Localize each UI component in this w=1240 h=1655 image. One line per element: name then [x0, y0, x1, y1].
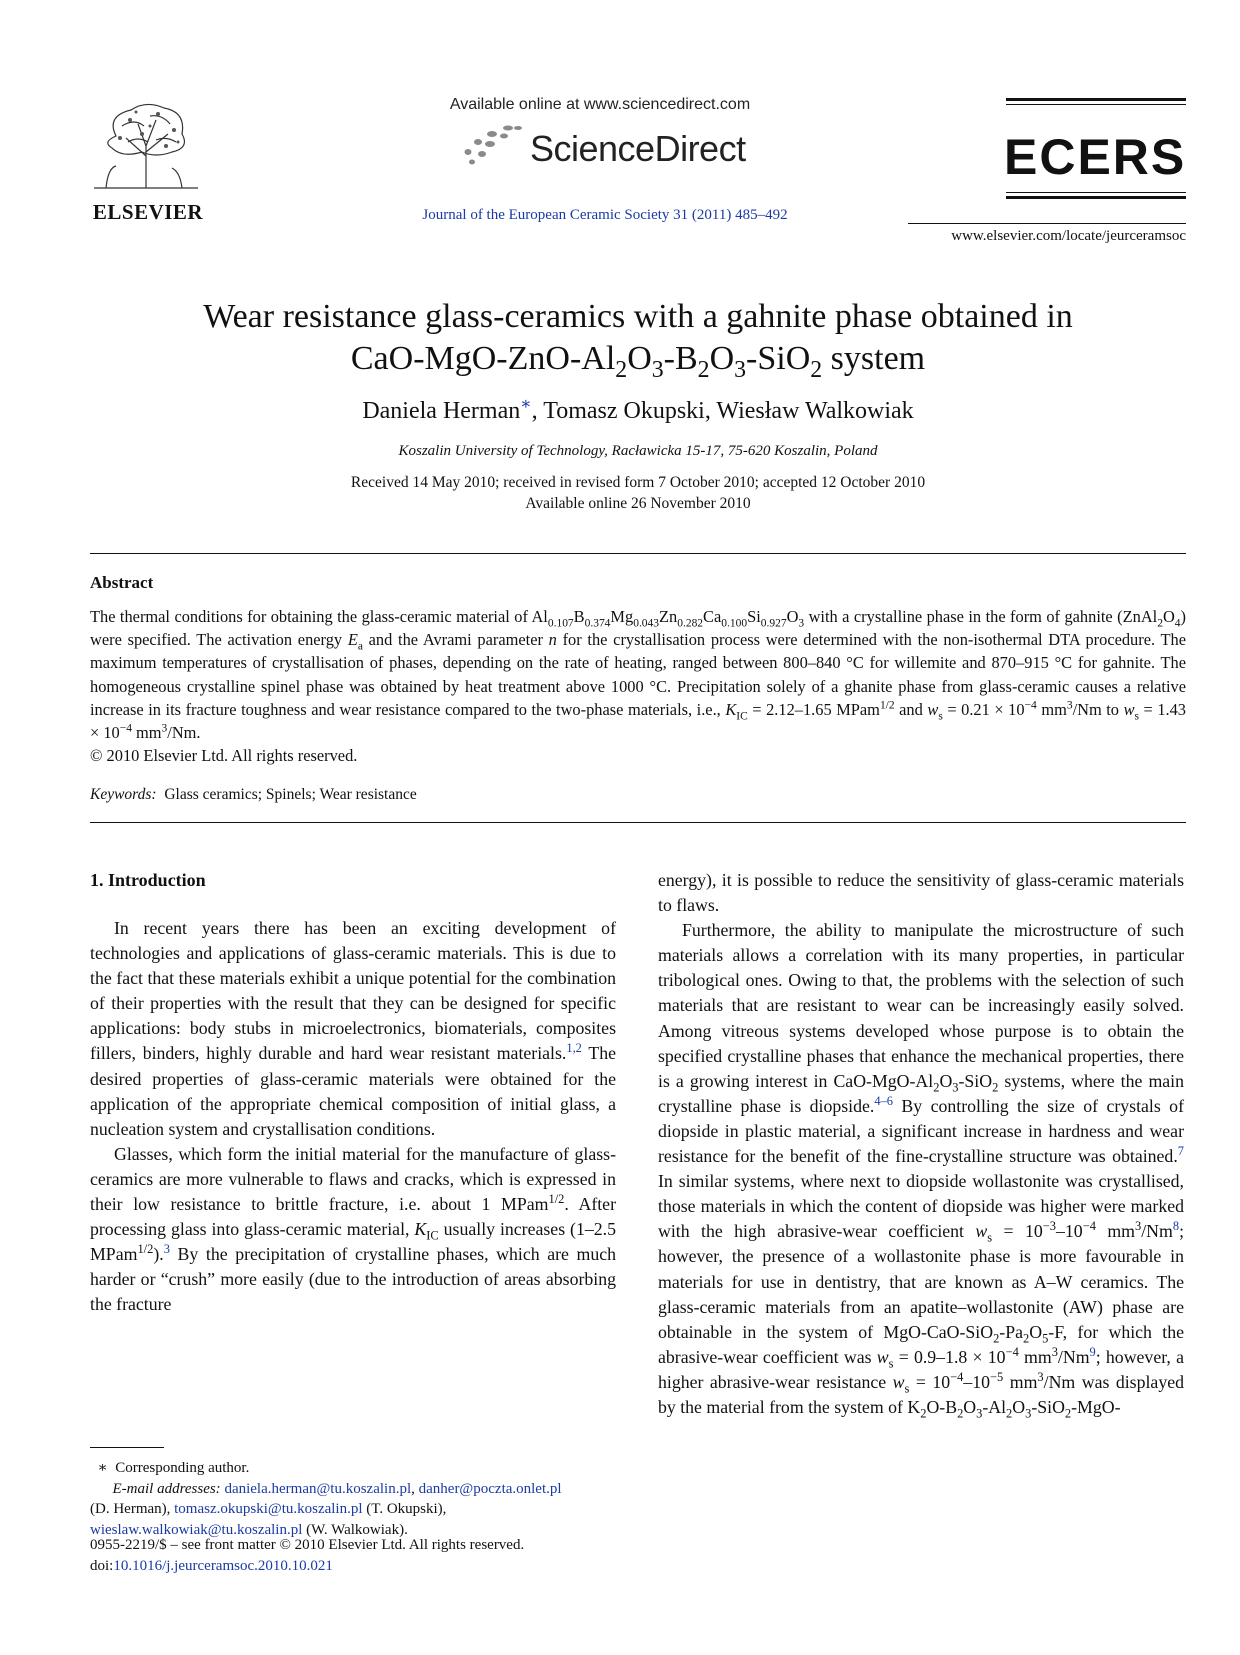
left-column-text	[90, 916, 616, 1318]
sciencedirect-wordmark: ScienceDirect	[530, 128, 746, 169]
ecers-logo	[1004, 132, 1190, 180]
svg-text:ECERS: ECERS	[1004, 132, 1187, 180]
front-matter: 0955-2219/$ – see front matter © 2010 Elsevier Ltd. All rights reserved. doi:10.1016/j.jeurceramsoc.2010.10.021	[90, 1537, 525, 1574]
right-column-text	[658, 868, 1184, 1420]
ecers-rule	[1006, 98, 1186, 101]
paragraph: Furthermore, the ability to manipulate the microstructure of such materials allows a correlation with its many properties, in particular tribological ones. Owing to that, the problems with the selection of such materials that are resistant to wear can be increasingly easily solved. Among vitreous systems developed whose purpose is to obtain the specified crystalline phases that enhance the mechanical properties, there is a growing interest in CaO-$MgO-Al_2O_3-SiO_2$ systems, where the main crystalline phase is diopside.$^{4-6}$ By controlling the size of crystals of diopside in plastic material, a significant increase in hardness and wear resistance for the benefit of the fine-crystalline structure was obtained.$^7$ In similar systems, where next to diopside wollastonite was crystallised, those materials in which the content of diopside was higher were marked with the high abrasive-wear coefficient $w_s = 10^{-3}-10^{-4}$ $mm^3/Nm^8$; however, the presence of a wollastonite phase is more favourable in materials for use in dentistry, that are known as A–W ceramics. The glass-ceramic materials from an apatite–wollastonite (AW) phase are obtainable in the system of MgO-$CaO-SiO_2-Pa_2O_5-F$, for which the abrasive-wear coefficient was $w_s = 0.9-1.8 \times 10^{-4}$ $mm^3/Nm^9$; however, a higher abrasive-wear resistance $w_s = 10^{-4}-10^{-5}$ $mm^3/Nm$ was displayed by the material from the system of $K_2O-B_2O_3-Al_2O_3-SiO_2-MgO-$	[658, 920, 1185, 1421]
keywords-label: Keywords:	[90, 786, 157, 803]
ecers-rule	[1006, 196, 1186, 199]
paragraph: Glasses, which form the initial material for the manufacture of glass-ceramics are more vulnerable to flaws and cracks, which is expressed in their low resistance to brittle fracture, i.e. about 1 MPam$^{1/2}$. After processing glass into glass-ceramic material, $K_{IC}$ usually increases (1–2.5 MPam$^{1/2}$).$^3$ By the precipitation of crystalline phases, which are much harder or “crush” more easily (due to the introduction of areas absorbing the fracture	[90, 1143, 616, 1315]
paragraph: energy), it is possible to reduce the sensitivity of glass-ceramic materials to flaws.	[658, 870, 1184, 916]
footnote-rule	[90, 1447, 164, 1448]
keywords-list: Glass ceramics; Spinels; Wear resistance	[164, 786, 417, 803]
elsevier-wordmark: ELSEVIER	[92, 200, 204, 224]
sciencedirect-dots-icon	[458, 122, 528, 166]
header-rule	[908, 223, 1186, 224]
email-link[interactable]: wieslaw.walkowiak@tu.koszalin.pl	[90, 1521, 303, 1538]
ecers-rule	[1006, 104, 1186, 105]
available-online-text: Available online at www.sciencedirect.com	[449, 96, 751, 113]
abstract-copyright: © 2010 Elsevier Ltd. All rights reserved.	[90, 746, 358, 766]
abstract-top-rule	[90, 553, 1186, 554]
doi-link[interactable]: 10.1016/j.jeurceramsoc.2010.10.021	[113, 1557, 333, 1574]
email-link[interactable]: daniela.herman@tu.koszalin.pl	[224, 1480, 412, 1497]
email-link[interactable]: tomasz.okupski@tu.koszalin.pl	[174, 1501, 363, 1517]
keywords	[90, 786, 1186, 804]
email-link[interactable]: danher@poczta.onlet.pl	[418, 1480, 562, 1497]
issn-line: 0955-2219/$ – see front matter © 2010 Elsevier Ltd. All rights reserved.	[90, 1537, 525, 1553]
journal-url: www.elsevier.com/locate/jeurceramsoc	[951, 228, 1186, 244]
corresponding-author-footnote: ∗ Corresponding author. E-mail addresses: daniela.herman@tu.koszalin.pl, danher@poczta.onlet.pl (D. Herman), tomasz.okupski@tu.koszalin.pl (T. Okupski), wieslaw.walkowiak@tu.koszalin.pl (W. Walkowiak).	[90, 1460, 562, 1538]
available-online-date: Available online 26 November 2010	[525, 495, 751, 512]
received-dates: Received 14 May 2010; received in revised form 7 October 2010; accepted 12 October 2010	[350, 474, 926, 491]
abstract-text: The thermal conditions for obtaining the glass-ceramic material of $Al_{0.107}B_{0.374}Mg_{0.043}Zn_{0.282}Ca_{0.100}Si_{0.927}O_3$ with a crystalline phase in the form of gahnite $(ZnAl_2O_4)$ were specified. The activation energy $E_a$ and the Avrami parameter n for the crystallisation process were determined with the non-isothermal DTA procedure. The maximum temperatures of crystallisation of phases, depending on the rate of heating, ranged between 800–840 °C for willemite and 870–915 °C for gahnite. The homogeneous crystalline spinel phase was obtained by heat treatment above 1000 °C. Precipitation solely of a ghanite phase from glass-ceramic causes a relative increase in its fracture toughness and wear resistance compared to the two-phase materials, i.e., $K_{IC} = 2.12-1.65$ MPam$^{1/2}$ and $w_s = 0.21 \times 10^{-4}$ $mm^3/Nm$ to $w_s = 1.43 \times 10^{-4}$ $mm^3/Nm$. © 2010 Elsevier Ltd. All rights reserved.	[90, 607, 1186, 766]
article-authors: Daniela Herman∗, Tomasz Okupski, Wiesław Walkowiak	[362, 394, 914, 424]
title-line-1: Wear resistance glass-ceramics with a gahnite phase obtained in	[203, 298, 1073, 335]
title-line-2: CaO-$MgO-ZnO-Al_2O_3-B_2O_3-SiO_2$ system	[350, 340, 926, 383]
elsevier-tree-logo	[86, 96, 206, 192]
abstract-heading: Abstract	[90, 573, 154, 592]
article-title	[90, 296, 1186, 383]
author-affiliation: Koszalin University of Technology, Racławicka 15-17, 75-620 Koszalin, Poland	[398, 443, 878, 459]
article-dates	[90, 472, 1186, 514]
corresponding-author-mark[interactable]: ∗	[520, 394, 532, 413]
ecers-rule	[1006, 192, 1186, 193]
section-heading-introduction: 1. Introduction	[90, 870, 206, 890]
journal-citation-link[interactable]: Journal of the European Ceramic Society 31 (2011) 485–492	[422, 207, 788, 223]
paragraph: In recent years there has been an exciting development of technologies and applications of glass-ceramic materials. This is due to the fact that these materials exhibit a unique potential for the combination of their properties with the result that they can be designed for specific applications: body stubs in microelectronics, biomaterials, composites fillers, binders, highly durable and hard wear resistant materials.$^{1,2}$ The desired properties of glass-ceramic materials were obtained for the application of the appropriate chemical composition of initial glass, a nucleation system and crystallisation conditions.	[90, 918, 616, 1139]
abstract-bottom-rule	[90, 822, 1186, 823]
